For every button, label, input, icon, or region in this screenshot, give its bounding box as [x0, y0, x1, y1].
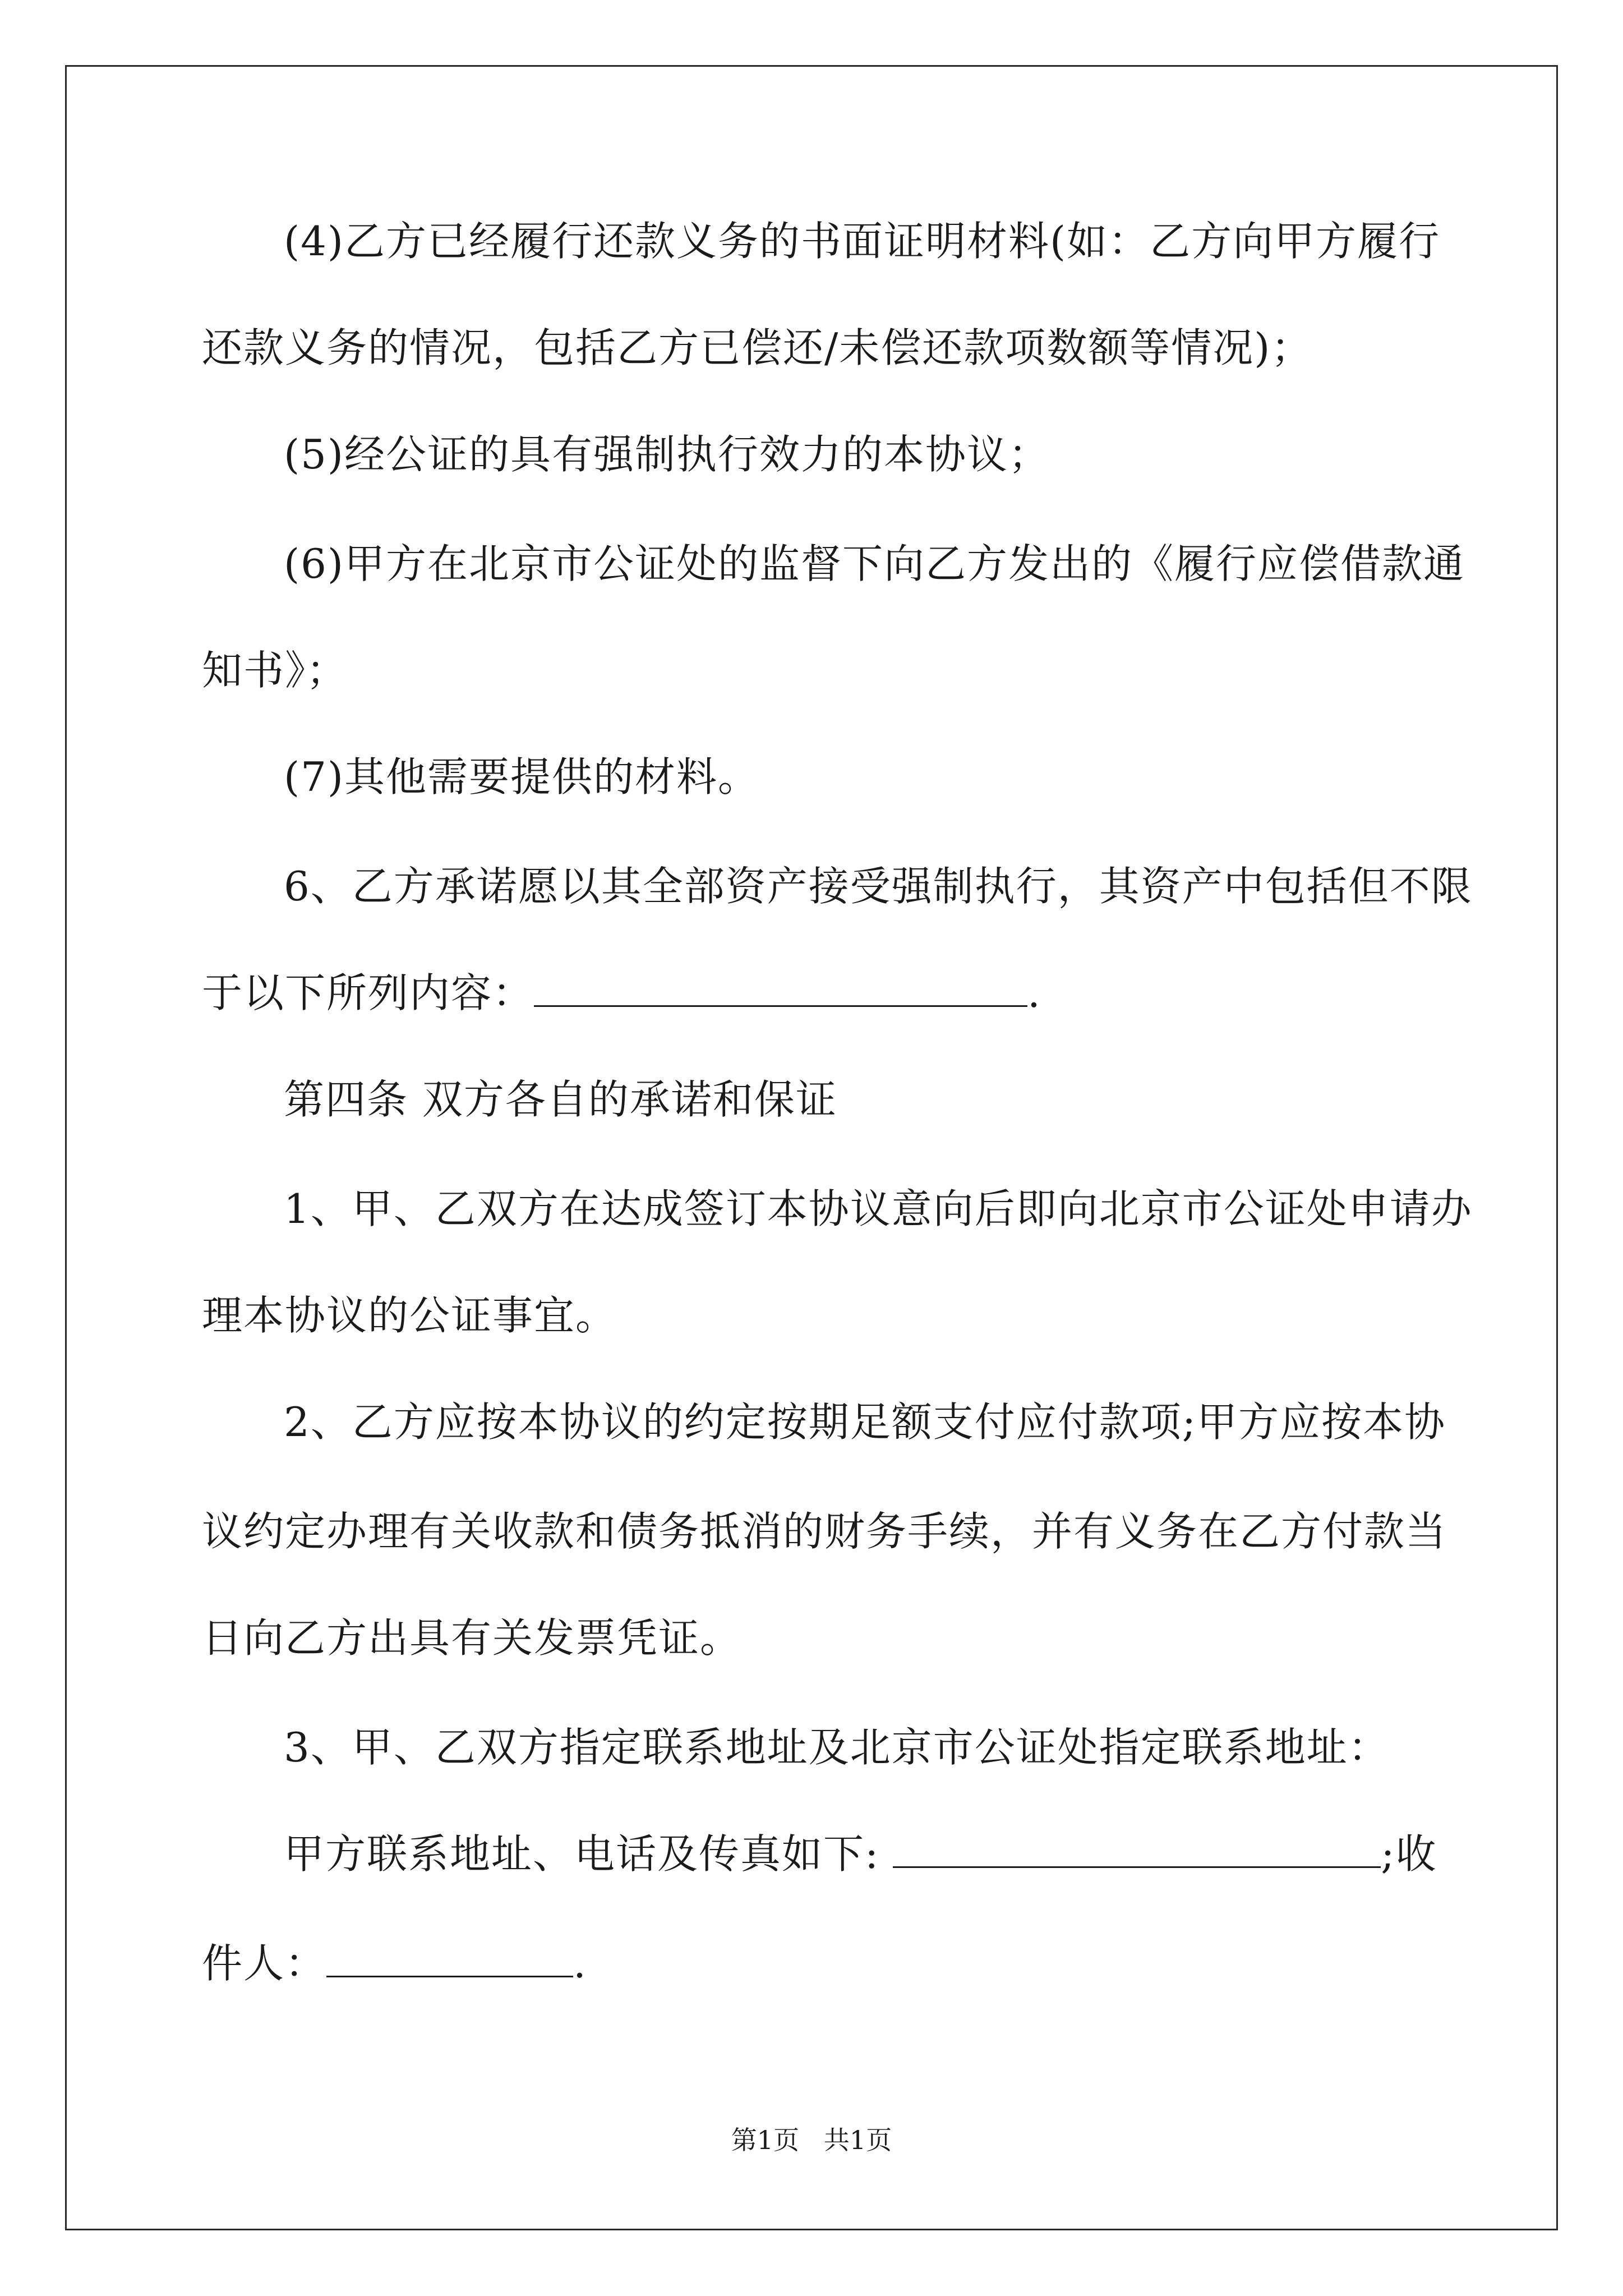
- line-text: .: [573, 1940, 587, 1987]
- line-text: 件人：: [202, 1940, 327, 1987]
- paragraph-line: 还款义务的情况，包括乙方已偿还/未偿还款项数额等情况)；: [202, 324, 1313, 371]
- section-heading: 第四条 双方各自的承诺和保证: [284, 1076, 837, 1123]
- paragraph-line: 日向乙方出具有关发票凭证。: [202, 1614, 742, 1662]
- paragraph-line: (7)其他需要提供的材料。: [284, 753, 759, 800]
- page-number-footer: 第1页 共1页: [731, 2125, 892, 2155]
- paragraph-line: [202, 965, 1041, 1021]
- paragraph-line: [202, 1935, 587, 1991]
- paragraph-line: [284, 1826, 1437, 1882]
- fill-in-blank: [534, 966, 1027, 1007]
- paragraph-line: 2、乙方应按本协议的约定按期足额支付应付款项;甲方应按本协: [284, 1398, 1446, 1446]
- paragraph-line: (5)经公证的具有强制执行效力的本协议；: [284, 431, 1050, 478]
- fill-in-blank: [326, 1936, 573, 1977]
- page-border: [65, 65, 1558, 2230]
- paragraph-line: 1、甲、乙双方在达成签订本协议意向后即向北京市公证处申请办: [284, 1185, 1473, 1232]
- paragraph-line: (4)乙方已经履行还款义务的书面证明材料(如：乙方向甲方履行: [284, 218, 1441, 265]
- line-text: ;收: [1381, 1830, 1437, 1878]
- paragraph-line: 知书》；: [202, 647, 348, 694]
- line-text: 于以下所列内容：: [202, 969, 534, 1016]
- paragraph-line: 6、乙方承诺愿以其全部资产接受强制执行，其资产中包括但不限: [284, 863, 1473, 910]
- paragraph-line: (6)甲方在北京市公证处的监督下向乙方发出的《履行应偿借款通: [284, 540, 1465, 587]
- line-text: .: [1027, 969, 1041, 1016]
- line-text: 甲方联系地址、电话及传真如下:: [284, 1830, 880, 1878]
- paragraph-line: 议约定办理有关收款和债务抵消的财务手续，并有义务在乙方付款当: [202, 1508, 1447, 1555]
- paragraph-line: 理本协议的公证事宜。: [202, 1292, 617, 1339]
- fill-in-blank: [893, 1827, 1381, 1868]
- paragraph-line: 3、甲、乙双方指定联系地址及北京市公证处指定联系地址：: [284, 1724, 1390, 1771]
